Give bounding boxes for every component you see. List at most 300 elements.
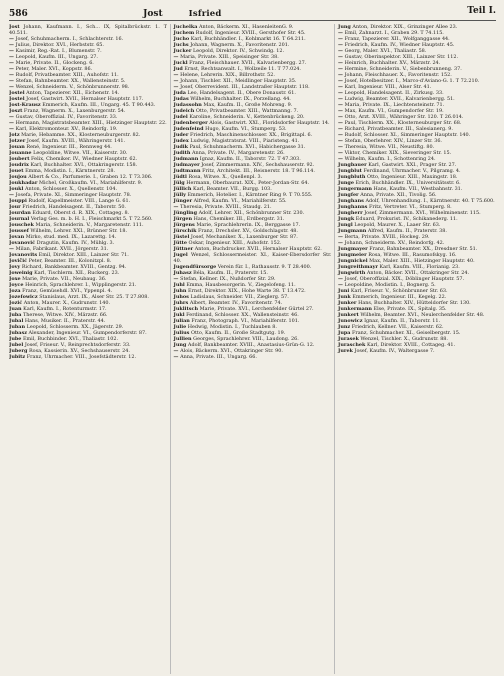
entry-details: Friedrich, Maschinenschlosser. XX., Brigittapl. 6. xyxy=(188,132,313,138)
entry-surname: Junz xyxy=(338,324,351,330)
entry-surname: Joza xyxy=(9,288,21,294)
entry-details: Hedwig, Modistin. I., Tuchlauben 8. xyxy=(186,324,277,330)
entry-details: Peter, Beamter. III., Kolonitzpl. 8. xyxy=(27,258,112,264)
entry-surname: Jubal xyxy=(9,318,24,324)
entry-details: Wenzel, Tischler. X., Gudrunstr. 88. xyxy=(358,336,448,342)
entry-details: Wilhelm, Beamter. XVI., Neulerchenfelder Str. 48. xyxy=(358,312,485,318)
entry-surname: Juhn xyxy=(173,288,187,294)
entry-surname: — xyxy=(173,354,181,360)
entry-surname: — xyxy=(338,42,345,48)
entry-details: Erich, Buchhändler. IX., Universitätsstr. 6. xyxy=(353,180,461,186)
entry-details: Theresia, Witwe. VII., Neustiftg. 80. xyxy=(344,144,435,150)
entry-surname: — xyxy=(338,90,345,96)
entry-surname: Juhasz xyxy=(173,270,192,276)
entry-details: Oskar, Ingenieur. XIII., Auhofstr. 152. xyxy=(187,240,282,246)
entry-surname: — xyxy=(9,36,16,42)
entry-surname: Juda xyxy=(173,90,186,96)
entry-details: Ladislaus, Schneider. VII., Zieglerg. 57. xyxy=(188,294,289,300)
entry-surname: Jurek xyxy=(338,348,353,354)
entry-surname: — xyxy=(338,282,345,288)
entry-details: Rosa, Kassierin. XV., Sechshauserstr. 24. xyxy=(27,348,130,354)
entry-details: Friedrich, Handelsagent. II., Taborstr. 50. xyxy=(20,204,126,210)
entry-surname: Jost-Krausz xyxy=(9,102,41,108)
entry-surname: Judith xyxy=(173,150,191,156)
entry-surname: — xyxy=(338,126,345,132)
entry-details: Anton, Direktor. XIX., Grinzinger Allee 23. xyxy=(350,24,458,30)
entry-surname: Jozefowicz xyxy=(9,294,38,300)
entry-details: Alexander, Ingenieur. VI., Gumpendorferstr. 87. xyxy=(27,330,147,336)
entry-surname: Jugendfürsorge xyxy=(173,264,217,270)
entry-details: Ignaz, Kaufm. II., Taborstr. 11. xyxy=(362,318,441,324)
entry-details: Otto, Arzt. XVIII., Währinger Str. 120. T 26.014. xyxy=(344,114,464,120)
entry-details: Josef, Oberoffizial. XIX., Döblinger Hauptstr. 57. xyxy=(344,276,465,282)
entry-details: Friedrich, Kaufm. IV., Wiedner Hauptstr. 45. xyxy=(344,42,455,48)
part-label: Teil I. xyxy=(467,6,497,16)
entry-surname: Joukhadar xyxy=(9,180,38,186)
entry-surname: Joudrix xyxy=(9,162,29,168)
entry-surname: — xyxy=(338,114,345,120)
entry-details: Karl, Ingenieur. VIII., Alser Str. 41. xyxy=(344,84,432,90)
entry-surname: Jütte xyxy=(173,240,187,246)
entry-details: Berta, Private. XVIII., Hockeg. 29. xyxy=(344,234,430,240)
entry-surname: — xyxy=(9,60,16,66)
entry-details: Rosa, Witwe. III., Rasumofskyg. 16. xyxy=(366,252,457,258)
entry-details: Anton, Schlosser. X., Quellenstr. 104. xyxy=(23,186,118,192)
entry-details: Adolf, Bankbeamter. XVIII., Anastasius-Grün-G. 12. xyxy=(186,342,315,348)
entry-details: Franz, Tapezierer. XII., Wolfganggasse 44. xyxy=(344,36,450,42)
entry-details: Karl, Buchhalter. XVI., Ottakringerstr. 158. xyxy=(28,162,138,168)
entry-surname: Jüllich xyxy=(173,186,192,192)
entry-surname: Juchs xyxy=(173,42,189,48)
entry-details: Ferdinand, Uhrmacher. V., Pilgramg. 4. xyxy=(361,168,461,174)
entry-details: Otto, Privatbeamter. XIII., Wattmanng. 7. xyxy=(194,108,299,114)
entry-surname: Judenberger xyxy=(173,120,208,126)
entry-details: Otto, Kaufm. II., Große Stadtgutg. 19. xyxy=(189,330,286,336)
entry-surname: Joussef xyxy=(9,228,29,234)
column-3 xyxy=(334,24,496,674)
entry-surname: — xyxy=(338,66,345,72)
entry-surname: Jungnickel xyxy=(338,258,368,264)
entry-surname: Judas xyxy=(173,96,189,102)
entry-surname: Jugel xyxy=(173,252,188,258)
entry-surname: Jovan xyxy=(9,234,25,240)
entry-details: Alfred, Kaufm. II., Praterstr. 38. xyxy=(366,228,447,234)
entry-surname: Junkermann xyxy=(338,306,372,312)
entry-details: Rosa, Witwe. X., Quellenpl. 3. xyxy=(186,174,263,180)
entry-surname: Jouet xyxy=(9,168,24,174)
entry-surname: Jungmayer xyxy=(338,246,368,252)
entry-details: Anton, Maurer. X., Gudrunstr. 140. xyxy=(22,300,111,306)
entry-surname: Jüstel xyxy=(173,234,190,240)
entry-surname: Julius xyxy=(173,330,190,336)
entry-details: Richard, Bankbeamter. XVIII., Gentzg. 94. xyxy=(20,264,127,270)
header-center xyxy=(163,9,343,19)
entry-surname: Jungblut xyxy=(338,168,362,174)
entry-details: Emil, Zahnarzt. I., Graben 29. T 74.115. xyxy=(344,30,444,36)
directory-entry xyxy=(338,348,496,354)
entry-details: Ignaz, Kaufm. II., Taborstr. 72. T 47.303. xyxy=(198,156,301,162)
entry-surname: Jungbauer xyxy=(338,162,367,168)
entry-surname: Jouanne xyxy=(9,150,32,156)
entry-details: Max, Maler. XIII., Hietzinger Hauptstr. 40. xyxy=(367,258,475,264)
entry-details: Karl, Gastwirt. XXI., Prager Str. 27. xyxy=(366,162,457,168)
entry-details: Wenzel, Schneiderm. V., Schönbrunnerstr. 98. xyxy=(15,84,130,90)
entry-details: Felix, Chemiker. IV., Wiedner Hauptstr. 62. xyxy=(29,156,138,162)
entry-surname: Julie xyxy=(173,324,187,330)
text-columns xyxy=(9,24,496,674)
entry-details: Ferdinand, Schlosser. XX., Wallensteinstr. 46. xyxy=(184,312,299,318)
entry-surname: Jotzer xyxy=(9,138,26,144)
entry-details: Franz, Fleischhauer. XVII., Kalvarienbergg. 27. xyxy=(187,60,307,66)
entry-details: Leopold, Schlosserm. XX., Jägerstr. 29. xyxy=(25,324,124,330)
entry-details: Karl, Friseur. V., Schönbrunner Str. 63. xyxy=(349,288,448,294)
entry-surname: Jürgen xyxy=(173,216,193,222)
entry-surname: — xyxy=(9,84,16,90)
entry-details: Karl, Buchhändler. I., Kohlmarkt 16. T 64.211. xyxy=(189,36,306,42)
entry-details: Stefan, Oberlehrer. XIV., Linzer Str. 36. xyxy=(344,138,442,144)
entry-details: Alois, Gastwirt. XXI., Floridsdorfer Hauptstr. 14. xyxy=(207,120,330,126)
entry-details: Max, Kaufm. VI., Gumpendorfer Str. 19. xyxy=(344,108,444,114)
entry-surname: Juan xyxy=(9,306,22,312)
entry-surname: Joszt xyxy=(9,108,23,114)
entry-surname: — xyxy=(173,204,181,210)
running-header xyxy=(9,6,496,21)
entry-surname: Jubasz xyxy=(9,330,27,336)
entry-surname: — xyxy=(9,66,16,72)
entry-surname: Jubel xyxy=(9,342,24,348)
entry-details: Verlag Ges. m. b. H. I., Fleischmarkt 5. T 72.560. xyxy=(29,216,153,222)
entry-surname: Juban xyxy=(9,324,26,330)
entry-details: Marie, Private. II., Glockeng. 6. xyxy=(15,60,94,66)
entry-surname: Juberg xyxy=(9,348,28,354)
entry-surname: Joyce xyxy=(9,282,24,288)
entry-surname: Jotz xyxy=(9,132,20,138)
entry-surname: — xyxy=(338,144,345,150)
directory-entry xyxy=(174,354,332,360)
entry-details: Johann, Schneiderm. XV., Reindorfg. 42. xyxy=(344,240,445,246)
entry-surname: Juckl xyxy=(173,60,188,66)
entry-surname: Juder xyxy=(173,132,189,138)
entry-surname: Junkert xyxy=(338,312,359,318)
entry-details: Verein für. I., Rathausstr. 9. T 28.400. xyxy=(216,264,312,270)
entry-details: Albert & Co., Parfumerie. I., Graben 12. T 73.306. xyxy=(26,174,153,180)
entry-details: Béla, Kaufm. II., Praterstr. 15. xyxy=(191,270,268,276)
entry-surname: Jungherr xyxy=(338,210,363,216)
entry-details: Karl, Beamter. VII., Burgg. 103. xyxy=(191,186,272,192)
entry-surname: Juhos xyxy=(173,294,189,300)
entry-details: Emmerich, Kaufm. III., Ungarg. 45. T 90.443. xyxy=(40,102,156,108)
entry-details: Paul, Schuhmacherm. XVI., Habichergasse 31. xyxy=(188,144,306,150)
entry-details: Wilhelm, Kaufm. I., Schottenring 24. xyxy=(344,156,436,162)
entry-details: Anna, Private. III., Ungarg. 66. xyxy=(180,354,257,360)
entry-details: Johann, Kaufmann. I., Sch... IX, Spitalbrückstr. 1. T 40.511. xyxy=(9,24,167,36)
entry-surname: Jünger xyxy=(173,198,193,204)
entry-surname: — xyxy=(338,138,345,144)
column-1 xyxy=(9,24,167,674)
entry-details: Leopoldine, Modistin. I., Bognerg. 5. xyxy=(344,282,436,288)
entry-surname: Journal xyxy=(9,216,30,222)
entry-details: Josef, Mechaniker. X., Laxenburger Str. 87. xyxy=(189,234,298,240)
entry-surname: Jostel xyxy=(9,96,25,102)
entry-details: Anna, Private. XII., Tivolig. 56. xyxy=(358,192,437,198)
entry-surname: Julian xyxy=(173,318,190,324)
entry-surname: — xyxy=(338,48,345,54)
entry-details: Stanislaus, Arzt. IX., Alser Str. 25. T 27.808. xyxy=(37,294,149,300)
entry-details: Rudolf, Ingenieur. XVIII., Gersthofer Str. 45. xyxy=(194,30,306,36)
entry-details: Leopold, Direktor. IV., Schwindg. 12. xyxy=(191,48,285,54)
entry-surname: Jüngling xyxy=(173,210,198,216)
entry-details: Georg, Maler. XVI., Thaliastr. 58. xyxy=(344,48,427,54)
entry-surname: Joweinig xyxy=(9,270,33,276)
entry-surname: Jüdtl xyxy=(173,174,187,180)
center-running-head: Isfried xyxy=(188,9,222,19)
entry-details: Franz, Photograph. VI., Mariahilferstr. 101. xyxy=(189,318,300,324)
entry-details: Hans, Chemiker. III., Erdbergstr. 31. xyxy=(192,216,285,222)
entry-details: Eduard, Prokurist. IV., Schikanederg. 11. xyxy=(354,216,458,222)
entry-surname: Junker xyxy=(338,300,357,306)
entry-surname: — xyxy=(9,54,16,60)
entry-surname: Jost xyxy=(9,24,20,30)
entry-details: Karl, Direktor. XVIII., Cottageg. 41. xyxy=(365,342,456,348)
entry-details: Hermine, Schneiderin. V., Siebenbrunneng. 37. xyxy=(344,66,462,72)
entry-details: Helene, Lehrerin. XIX., Billrothstr. 52. xyxy=(180,72,275,78)
entry-details: Karoline, Schneiderin. V., Kettenbrückeng. 20. xyxy=(187,114,305,120)
entry-details: Stefan, Bahnbeamter. XX., Wallensteinstr. 5. xyxy=(15,78,126,84)
entry-details: Ernst, Rechtsanwalt. I., Wollzeile 11. T 77.024. xyxy=(182,66,301,72)
entry-surname: Juhl xyxy=(173,282,185,288)
entry-surname: Jupa xyxy=(338,330,351,336)
entry-details: Peter, Maler. XVI., Koppstr. 86. xyxy=(15,66,93,72)
entry-details: Wilhelm, Lehrer. XXI., Brünner Str. 18. xyxy=(28,228,127,234)
entry-details: Mirko, stud. med. IX., Lazarettg. 14. xyxy=(24,234,117,240)
entry-surname: Jour xyxy=(9,204,21,210)
entry-surname: Joubert xyxy=(9,156,30,162)
entry-details: Anton, Tapezierer. XII., Eichenstr. 14. xyxy=(24,90,120,96)
entry-details: Maria, Private. IX., Liechtensteinstr. 71. xyxy=(344,102,445,108)
entry-details: Maria, Private. XIII., Speisinger Str. 38. xyxy=(180,54,279,60)
entry-details: Emmerich, Ingenieur. III., Kegelg. 22. xyxy=(350,294,447,300)
entry-surname: Jovičić xyxy=(9,258,28,264)
entry-details: Richard, Privatbeamter. III., Salesianerg. 9. xyxy=(344,126,453,132)
entry-surname: Judex xyxy=(173,138,189,144)
entry-surname: — xyxy=(338,150,345,156)
entry-surname: Jube xyxy=(9,336,22,342)
entry-details: Hugo, Kaufm. VI., Stumperg. 53. xyxy=(203,126,287,132)
entry-surname: Judik xyxy=(173,144,189,150)
entry-surname: Jostel xyxy=(9,90,25,96)
entry-surname: Judeich xyxy=(173,108,195,114)
entry-details: Adolf, Lehrer. XII., Schönbrunner Str. 230. xyxy=(197,210,305,216)
entry-surname: Jouan xyxy=(9,144,25,150)
entry-surname: — xyxy=(338,36,345,42)
entry-details: Johann, Fleischhauer. X., Favoritenstr. 152. xyxy=(344,72,452,78)
entry-surname: Jud xyxy=(173,66,183,72)
entry-surname: — xyxy=(173,78,181,84)
entry-details: Hans, Kaufm. VII., Westbahnstr. 31. xyxy=(372,186,463,192)
entry-surname: — xyxy=(9,126,16,132)
entry-surname: — xyxy=(9,114,16,120)
entry-details: Johann, Tischler. XII., Meidlinger Hauptstr. 35. xyxy=(180,78,297,84)
entry-surname: Jungwirth xyxy=(338,270,366,276)
entry-details: Karl, Tischlerm. XII., Ruckerg. 23. xyxy=(32,270,120,276)
entry-surname: — xyxy=(338,108,345,114)
entry-details: Karl, Kaufm. VIII., Florianig. 23. xyxy=(377,264,460,270)
entry-details: Milan, Fabrikant. XVII., Jörgerstr. 31. xyxy=(15,246,109,252)
entry-details: Rudolf, Privatbeamter. XIII., Auhofstr. 11. xyxy=(15,72,119,78)
entry-details: Josef, Oberrevident. III., Landstraßer Hauptstr. 118. xyxy=(180,84,310,90)
entry-details: Anton, Buchdrucker. XVII., Hernalser Hauptstr. 62. xyxy=(193,246,322,252)
entry-surname: Jungl xyxy=(338,222,353,228)
entry-surname: — xyxy=(9,42,16,48)
entry-surname: Joxe xyxy=(9,276,21,282)
header-right xyxy=(342,6,496,16)
entry-details: Heinrich, Buchhalter. XV., Märzstr. 24. xyxy=(344,60,441,66)
entry-details: Hermann, Oberbaurat. XIX., Peter-Jordan-Str. 64. xyxy=(184,180,310,186)
entry-details: Rudolf, Schlosser. XI., Simmeringer Hauptstr. 140. xyxy=(344,132,471,138)
entry-surname: Jürschik xyxy=(173,228,197,234)
entry-details: Albert, Beamter. IV., Favoritenstr. 74. xyxy=(188,300,283,306)
entry-surname: — xyxy=(173,276,181,282)
entry-details: Ludwig, Beamter. XVII., Kalvarienbergg. 51. xyxy=(344,96,455,102)
entry-surname: Junk xyxy=(338,294,351,300)
entry-surname: Jungermann xyxy=(338,186,372,192)
entry-details: Josef, Friseur. V., Reinprechtsdorferstr. 33. xyxy=(23,342,131,348)
entry-surname: — xyxy=(9,192,16,198)
entry-surname: Jungreithmayr xyxy=(338,264,378,270)
entry-surname: — xyxy=(173,54,181,60)
entry-surname: — xyxy=(173,84,181,90)
entry-surname: — xyxy=(338,156,345,162)
entry-details: Rudolf, Kapellmeister. VIII., Lange G. 61. xyxy=(26,198,131,204)
entry-details: Hermann, Magistratsbeamter. XIII., Hietzinger Hauptstr. 22. xyxy=(15,120,167,126)
entry-details: Marie, Hebamme. XX., Klosterneuburgerstr. 82. xyxy=(19,132,141,138)
entry-surname: — xyxy=(338,276,345,282)
directory-entry xyxy=(174,252,332,264)
entry-details: Leopoldine, Witwe. VII., Kaiserstr. 30. xyxy=(31,150,128,156)
entry-surname: Jurasek xyxy=(338,336,359,342)
entry-details: Anna, Private. IV., Margaretenstr. 26. xyxy=(190,150,285,156)
entry-surname: Judmann xyxy=(173,156,199,162)
entry-details: Eduard, Oberst d. R. XIX., Cottageg. 8. xyxy=(30,210,130,216)
entry-details: Wilhelm, Buchhalter. IX., Porzellang. 44. xyxy=(188,96,291,102)
entry-surname: Juni xyxy=(338,288,350,294)
entry-details: Leopold, Handelsagent. II., Zirkusg. 33. xyxy=(344,90,444,96)
entry-details: Leo, Handelsagent. II., Obere Donaustr. 61. xyxy=(185,90,296,96)
entry-surname: — xyxy=(338,96,345,102)
entry-details: Viktor, Chemiker. XIX., Sieveringer Str. 15. xyxy=(344,150,452,156)
entry-details: Josef, Hotelbesitzer. I., Marco-d'Aviano-G. 1. T 72.210. xyxy=(344,78,480,84)
entry-details: Josefa, Private. XI., Simmeringer Hauptstr. 78. xyxy=(15,192,132,198)
entry-surname: — xyxy=(338,72,345,78)
entry-details: Adolf, Uhrenhandlung. I., Kärntnerstr. 40. T 75.600. xyxy=(363,198,495,204)
entry-surname: Joujou xyxy=(9,174,27,180)
entry-surname: Jovanović xyxy=(9,240,36,246)
entry-surname: — xyxy=(9,120,16,126)
entry-surname: — xyxy=(338,60,345,66)
entry-details: Alfred, Kaufm. VI., Mariahilferstr. 55. xyxy=(192,198,287,204)
entry-surname: Jungbluth xyxy=(338,174,366,180)
entry-details: Fritz, Vertreter. VI., Stumperg. 8. xyxy=(367,204,452,210)
page-number: 586 xyxy=(9,9,28,19)
entry-surname: — xyxy=(338,102,345,108)
entry-details: Karl, Elektromonteur. XV., Reindorfg. 19. xyxy=(15,126,118,132)
entry-details: Julius, Direktor. XVI., Herbststr. 65. xyxy=(15,42,104,48)
entry-surname: Jungfer xyxy=(338,192,359,198)
entry-surname: Junghans xyxy=(338,198,364,204)
entry-details: Else, Private. IX., Spitalg. 35. xyxy=(371,306,447,312)
entry-details: Georges, Sprachlehrer. VIII., Laudong. 26. xyxy=(191,336,299,342)
entry-details: Emmerich, Hotelier. I., Kärntner Ring 9. T 70.555. xyxy=(185,192,313,198)
entry-details: Paul, Tischlerm. XX., Klosterneuburger Str. 68. xyxy=(344,120,462,126)
entry-details: Johann, Wagnerm. X., Favoritenstr. 201. xyxy=(188,42,290,48)
entry-details: Josef, Kaufm. IV., Waltergasse 7. xyxy=(352,348,435,354)
entry-surname: Jucho xyxy=(173,36,190,42)
entry-surname: Jülly xyxy=(173,192,186,198)
entry-surname: Juchelka xyxy=(173,24,198,30)
entry-details: Josef, Schuhmacherm. I., Schlachterstr. 16. xyxy=(15,36,124,42)
entry-surname: Juba xyxy=(9,312,22,318)
entry-details: Franz, Wagnerm. X., Laxenburgerstr. 54. xyxy=(22,108,126,114)
entry-surname: Junghanns xyxy=(338,204,368,210)
entry-details: Emma, Hausbesorgerin. V., Ziegelofeng. 11. xyxy=(184,282,296,288)
entry-details: Josef, Kaufm. XVIII., Währingerstr. 141. xyxy=(25,138,126,144)
entry-surname: — xyxy=(173,72,181,78)
entry-surname: Jungmann xyxy=(338,228,367,234)
entry-details: Kasimir, Reg.-Rat. I., Blumenstr. 7. xyxy=(15,48,102,54)
entry-surname: Jubitz xyxy=(9,354,26,360)
entry-surname: Jüttner xyxy=(173,246,194,252)
entry-surname: — xyxy=(338,30,345,36)
entry-details: Emma, Modistin. I., Kärntnerstr. 28. xyxy=(23,168,116,174)
entry-surname: — xyxy=(9,48,16,54)
entry-details: Marie, Private. XVI., Lerchenfelder Gürtel 27. xyxy=(198,306,314,312)
directory-entry xyxy=(9,24,167,36)
entry-surname: Jullien xyxy=(173,336,192,342)
entry-details: Gustav, Oberoffizial. IV., Favoritenstr. 33. xyxy=(15,114,118,120)
entry-details: Josef, Gastwirt. XVII., Hernalser Hauptstr. 117. xyxy=(24,96,144,102)
entry-surname: — xyxy=(9,246,16,252)
entry-surname: Juhrs xyxy=(173,300,189,306)
entry-details: Josef, Zimmermann. XVI., Wilhelminenstr. 115. xyxy=(362,210,481,216)
directory-entry xyxy=(9,354,167,360)
entry-surname: Jouschek xyxy=(9,222,34,228)
entry-surname: — xyxy=(338,240,345,246)
entry-surname: — xyxy=(338,54,345,60)
entry-details: Franz, Bahnbeamter. XX., Dresdner Str. 51. xyxy=(367,246,478,252)
entry-surname: — xyxy=(9,78,16,84)
entry-details: Anton, Bäcker. XVII., Ottakringer Str. 24. xyxy=(365,270,470,276)
entry-details: Ernst, Direktor. XIX., Hohe Warte 38. T 13.472. xyxy=(186,288,306,294)
entry-surname: Jovanovits xyxy=(9,252,38,258)
entry-surname: Junge xyxy=(338,180,354,186)
entry-details: Ludwig, Magistratsrat. VIII., Piaristeng. 41. xyxy=(188,138,300,144)
entry-surname: — xyxy=(173,348,181,354)
entry-details: Dragutin, Kaufm. IV., Mühlg. 3. xyxy=(35,240,115,246)
entry-details: Anton, Bäckerm. XI., HasenleitenG. 9. xyxy=(197,24,294,30)
entry-surname: Jozić xyxy=(9,300,23,306)
entry-surname: Juchem xyxy=(173,30,195,36)
entry-surname: Jülg xyxy=(173,180,185,186)
entry-surname: Junowicz xyxy=(338,318,363,324)
entry-details: Karl, Kaufm. I., Rotenturmstr. 17. xyxy=(21,306,107,312)
entry-surname: — xyxy=(338,234,345,240)
entry-details: Otto, Ingenieur. XIII., Maxingstr. 18. xyxy=(365,174,458,180)
entry-details: Stefan, Kellner. IX., Nußdorfer Str. 29. xyxy=(180,276,276,282)
entry-details: René, Ingenieur. III., Rennweg 44. xyxy=(24,144,112,150)
entry-details: Michel, Großkaufm. VI., Mariahilferstr. 9. xyxy=(37,180,143,186)
entry-details: Friedrich, Kellner. VII., Kaiserstr. 62. xyxy=(350,324,444,330)
entry-details: Fritz, Architekt. III., Reisnerstr. 18. T 96.114. xyxy=(200,168,315,174)
